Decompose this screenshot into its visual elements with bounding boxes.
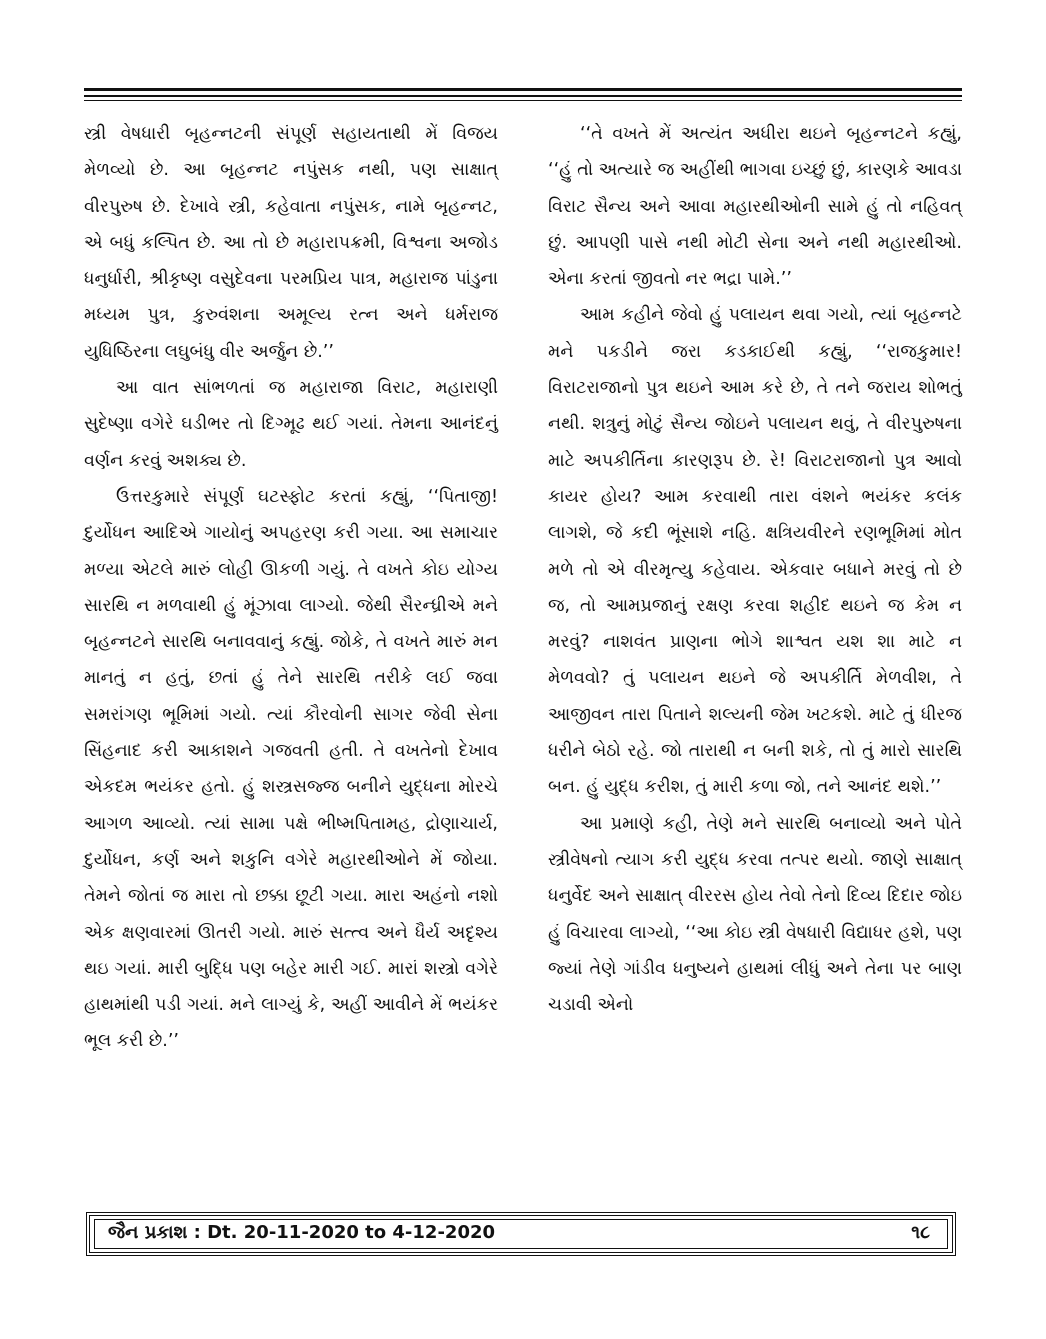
- header-rule-thick: [84, 88, 962, 91]
- paragraph: આ વાત સાંભળતાં જ મહારાજા વિરાટ, મહારાણી સુદેષ્ણા વગેરે ઘડીભર તો દિગ્મૂઢ થઈ ગયાં. તેમના આનંદનું વર્ણન કરવું અશક્ય છે.: [84, 378, 498, 471]
- paragraph: આ પ્રમાણે કહી, તેણે મને સારથિ બનાવ્યો અને પોતે સ્ત્રીવેષનો ત્યાગ કરી યુદ્ધ કરવા તત્પર થયો. જાણે સાક્ષાત્ ધનુર્વેદ અને સાક્ષાત્ વીરરસ હોય તેવો તેનો દિવ્ય દિદાર જોઇ હું વિચારવા લાગ્યો, ‘‘આ કોઇ સ્ત્રી વેષધારી વિદ્યાધર હશે, પણ જ્યાં તેણે ગાંડીવ ધનુષ્યને હાથમાં લીધું અને તેના પર બાણ ચડાવી એનો: [548, 813, 962, 1016]
- paragraph: સ્ત્રી વેષધારી બૃહન્નટની સંપૂર્ણ સહાયતાથી મેં વિજય મેળવ્યો છે. આ બૃહન્નટ નપુંસક નથી, પણ સાક્ષાત્ વીરપુરુષ છે. દેખાવે સ્ત્રી, કહેવાતા નપુંસક, નામે બૃહન્નટ, એ બધું કલ્પિત છે. આ તો છે મહારાપક્રમી, વિશ્વના અજોડ ધનુર્ધારી, શ્રીકૃષ્ણ વસુદેવના પરમપ્રિય પાત્ર, મહારાજ પાંડુના મધ્યમ પુત્ર, કુરુવંશના અમૂલ્ય રત્ન અને ધર્મરાજ યુધિષ્ઠિરના લઘુબંધુ વીર અર્જુન છે.’’: [84, 124, 498, 362]
- paragraph: આમ કહીને જેવો હું પલાયન થવા ગયો, ત્યાં બૃહન્નટે મને પકડીને જરા કડકાઈથી કહ્યું, ‘‘રાજકુમાર! વિરાટરાજાનો પુત્ર થઇને આમ કરે છે, તે તને જરાય શોભતું નથી. શત્રુનું મોટું સૈન્ય જોઇને પલાયન થવું, તે વીરપુરુષના માટે અપકીર્તિના કારણરૂપ છે. રે! વિરાટરાજાનો પુત્ર આવો કાયર હોય? આમ કરવાથી તારા વંશને ભયંકર કલંક લાગશે, જે કદી ભૂંસાશે નહિ. ક્ષત્રિયવીરને રણભૂમિમાં મોત મળે તો એ વીરમૃત્યુ કહેવાય. એકવાર બધાને મરવું તો છે જ, તો આમપ્રજાનું રક્ષણ કરવા શહીદ થઇને જ કેમ ન મરવું? નાશવંત પ્રાણના ભોગે શાશ્વત યશ શા માટે ન મેળવવો? તું પલાયન થઇને જે અપકીર્તિ મેળવીશ, તે આજીવન તારા પિતાને શલ્યની જેમ ખટકશે. માટે તું ધીરજ ધરીને બેઠો રહે. જો તારાથી ન બની શકે, તો તું મારો સારથિ બન. હું યુદ્ધ કરીશ, તું મારી કળા જો, તને આનંદ થશે.’’: [548, 305, 962, 798]
- footer-title: જૈન પ્રકાશ : Dt. 20-11-2020 to 4-12-2020: [108, 1222, 496, 1243]
- header-rule-medium: [84, 95, 962, 97]
- paragraph: ‘‘તે વખતે મેં અત્યંત અધીરા થઇને બૃહન્નટને કહ્યું, ‘‘હું તો અત્યારે જ અહીંથી ભાગવા ઇચ્છું છું, કારણકે આવડા વિરાટ સૈન્ય અને આવા મહારથીઓની સામે હું તો નહિવત્ છું. આપણી પાસે નથી મોટી સેના અને નથી મહારથીઓ. એના કરતાં જીવતો નર ભદ્રા પામે.’’: [548, 124, 962, 290]
- page-number: ૧૮: [911, 1222, 930, 1243]
- footer-box: [86, 1212, 956, 1256]
- header-rule-thin: [84, 100, 962, 101]
- paragraph: ઉત્તરકુમારે સંપૂર્ણ ઘટસ્ફોટ કરતાં કહ્યું, ‘‘પિતાજી! દુર્યોધન આદિએ ગાયોનું અપહરણ કરી ગયા. આ સમાચાર મળ્યા એટલે મારું લોહી ઊકળી ગયું. તે વખતે કોઇ યોગ્ય સારથિ ન મળવાથી હું મૂંઝાવા લાગ્યો. જેથી સૈરન્ધ્રીએ મને બૃહન્નટને સારથિ બનાવવાનું કહ્યું. જોકે, તે વખતે મારું મન માનતું ન હતું, છતાં હું તેને સારથિ તરીકે લઈ જવા સમરાંગણ ભૂમિમાં ગયો. ત્યાં કૌરવોની સાગર જેવી સેના સિંહનાદ કરી આકાશને ગજવતી હતી. તે વખતેનો દેખાવ એકદમ ભયંકર હતો. હું શસ્ત્રસજ્જ બનીને યુદ્ધના મોરચે આગળ આવ્યો. ત્યાં સામા પક્ષે ભીષ્મપિતામહ, દ્રોણાચાર્ય, દુર્યોધન, કર્ણ અને શકુનિ વગેરે મહારથીઓને મેં જોયા. તેમને જોતાં જ મારા તો છક્કા છૂટી ગયા. મારા અહંનો નશો એક ક્ષણવારમાં ઊતરી ગયો. મારું સત્ત્વ અને ધૈર્ય અદૃશ્ય થઇ ગયાં. મારી બુદ્ધિ પણ બહેર મારી ગઈ. મારાં શસ્ત્રો વગેરે હાથમાંથી પડી ગયાં. મને લાગ્યું કે, અહીં આવીને મેં ભયંકર ભૂલ કરી છે.’’: [84, 486, 498, 1052]
- right-column: [548, 116, 962, 1023]
- left-column: [84, 116, 498, 1060]
